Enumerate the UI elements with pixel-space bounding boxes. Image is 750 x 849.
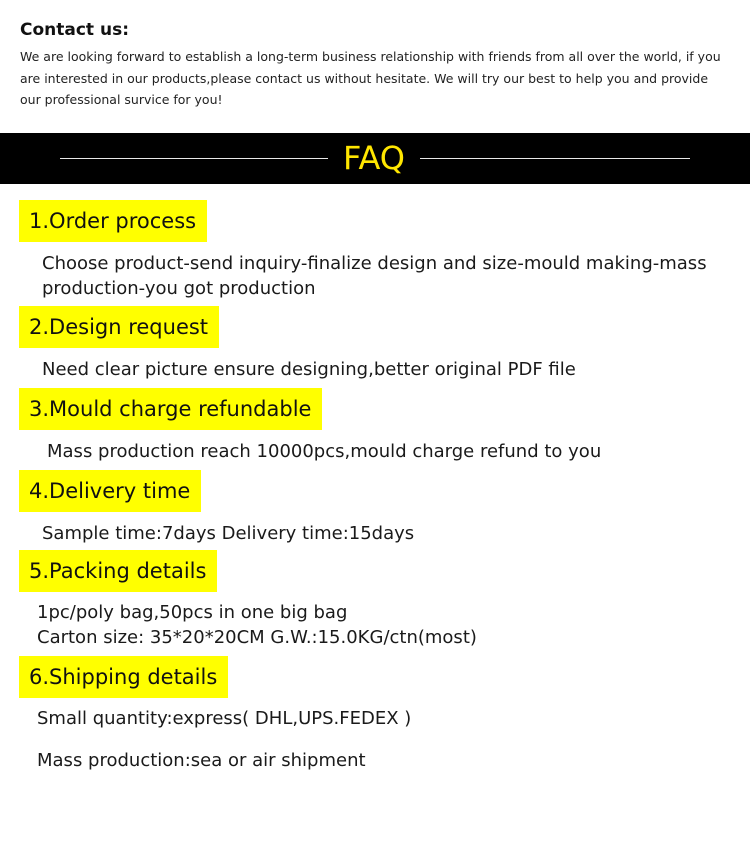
contact-line: our professional survice for you! <box>20 92 223 107</box>
contact-line: We are looking forward to establish a long-term business relationship with friends from all over the world, if you <box>20 49 721 64</box>
contact-title: Contact us: <box>20 20 129 40</box>
faq-line: production-you got production <box>42 278 316 299</box>
contact-text <box>20 46 735 111</box>
faq-divider-right <box>420 158 690 159</box>
faq-text-packing-details <box>37 600 477 650</box>
faq-heading-design-request: 2.Design request <box>19 306 219 348</box>
contact-section <box>20 20 735 111</box>
faq-text-shipping-express: Small quantity:express( DHL,UPS.FEDEX ) <box>37 708 412 729</box>
faq-line: Carton size: 35*20*20CM G.W.:15.0KG/ctn(most) <box>37 627 477 648</box>
faq-heading-order-process: 1.Order process <box>19 200 207 242</box>
faq-heading-delivery-time: 4.Delivery time <box>19 470 201 512</box>
faq-banner <box>0 133 750 184</box>
faq-heading-mould-charge: 3.Mould charge refundable <box>19 388 322 430</box>
faq-line: Choose product-send inquiry-finalize design and size-mould making-mass <box>42 253 707 274</box>
faq-heading-shipping-details: 6.Shipping details <box>19 656 228 698</box>
faq-divider-left <box>60 158 328 159</box>
faq-text-shipping-sea-air: Mass production:sea or air shipment <box>37 750 366 771</box>
faq-title: FAQ <box>343 139 405 177</box>
contact-line: are interested in our products,please contact us without hesitate. We will try our best to help you and provide <box>20 70 709 86</box>
faq-text-delivery-time: Sample time:7days Delivery time:15days <box>42 523 415 544</box>
faq-line: 1pc/poly bag,50pcs in one big bag <box>37 602 348 623</box>
faq-text-order-process <box>42 251 707 301</box>
faq-text-design-request: Need clear picture ensure designing,better original PDF file <box>42 359 576 380</box>
faq-heading-packing-details: 5.Packing details <box>19 550 217 592</box>
faq-text-mould-charge: Mass production reach 10000pcs,mould charge refund to you <box>47 441 602 462</box>
